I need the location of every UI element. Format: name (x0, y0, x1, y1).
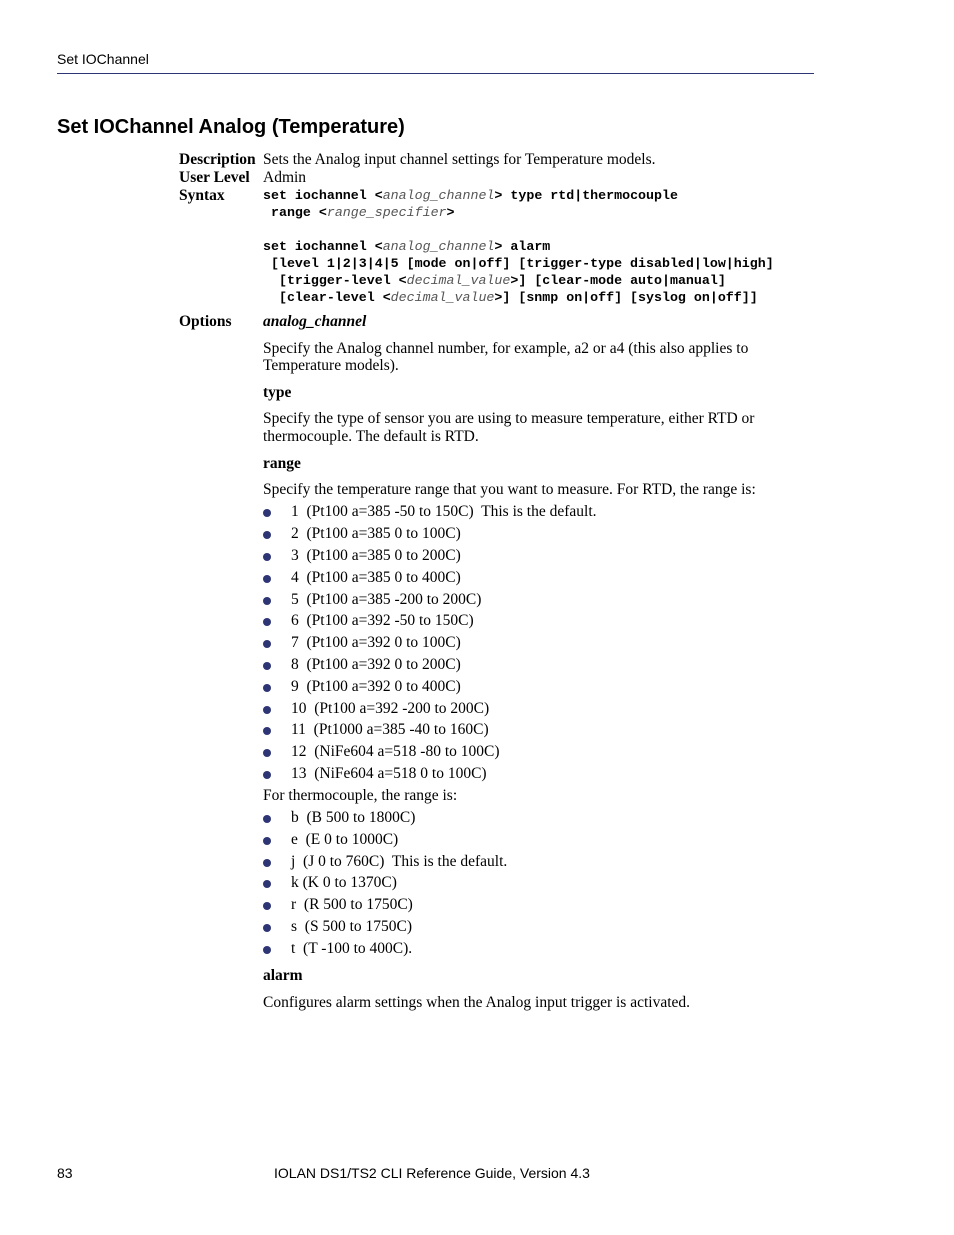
page-number: 83 (57, 1165, 73, 1181)
syntax-placeholder: decimal_value (390, 290, 495, 305)
bullet-icon (263, 946, 271, 954)
syntax-text: [trigger-level < (263, 273, 407, 288)
bullet-icon (263, 727, 271, 735)
syntax-text: [clear-level < (263, 290, 391, 305)
bullet-icon (263, 880, 271, 888)
syntax-line-1 (263, 188, 678, 203)
option-analog-channel-name: analog_channel (263, 313, 367, 330)
syntax-line-6 (263, 290, 758, 305)
syntax-text: range < (263, 205, 327, 220)
bullet-icon (263, 902, 271, 910)
description-text: Sets the Analog input channel settings for Temperature models. (263, 151, 656, 168)
syntax-placeholder: decimal_value (406, 273, 511, 288)
bullet-icon (263, 597, 271, 605)
syntax-text: >] [clear-mode auto|manual] (510, 273, 726, 288)
syntax-placeholder: analog_channel (382, 188, 495, 203)
syntax-line-2 (263, 205, 455, 220)
option-range-intro: Specify the temperature range that you want to measure. For RTD, the range is: (263, 481, 756, 498)
bullet-icon (263, 553, 271, 561)
syntax-text: set iochannel < (263, 239, 383, 254)
option-analog-channel-text: Specify the Analog channel number, for example, a2 or a4 (this also applies to (263, 340, 749, 357)
syntax-text: >] [snmp on|off] [syslog on|off]] (494, 290, 758, 305)
bullet-icon (263, 749, 271, 757)
description-label: Description (179, 151, 256, 168)
user-level-label: User Level (179, 169, 250, 186)
bullet-icon (263, 531, 271, 539)
option-type-name: type (263, 384, 292, 401)
syntax-text: > alarm (494, 239, 551, 254)
options-label: Options (179, 313, 232, 330)
syntax-placeholder: analog_channel (382, 239, 495, 254)
bullet-icon (263, 575, 271, 583)
syntax-text: set iochannel < (263, 188, 383, 203)
bullet-icon (263, 859, 271, 867)
bullet-icon (263, 618, 271, 626)
thermocouple-intro: For thermocouple, the range is: (263, 787, 458, 804)
option-range-name: range (263, 455, 301, 472)
syntax-text: > (446, 205, 455, 220)
bullet-icon (263, 837, 271, 845)
option-alarm-name: alarm (263, 967, 303, 984)
option-analog-channel-text: Temperature models). (263, 357, 399, 374)
page-title: Set IOChannel Analog (Temperature) (57, 116, 405, 138)
bullet-icon (263, 924, 271, 932)
syntax-line-5 (263, 273, 726, 288)
option-type-text: Specify the type of sensor you are using to measure temperature, either RTD or (263, 410, 755, 427)
header-rule (57, 73, 814, 74)
option-type-text: thermocouple. The default is RTD. (263, 428, 479, 445)
bullet-icon (263, 815, 271, 823)
bullet-icon (263, 640, 271, 648)
bullet-icon (263, 706, 271, 714)
syntax-line-4: [level 1|2|3|4|5 [mode on|off] [trigger-type disabled|low|high] (263, 256, 774, 271)
bullet-icon (263, 662, 271, 670)
running-header: Set IOChannel (57, 51, 149, 67)
footer-doc-title: IOLAN DS1/TS2 CLI Reference Guide, Version 4.3 (274, 1165, 590, 1181)
bullet-icon (263, 771, 271, 779)
bullet-icon (263, 509, 271, 517)
syntax-line-3 (263, 239, 550, 254)
user-level-value: Admin (263, 169, 307, 186)
bullet-icon (263, 684, 271, 692)
syntax-label: Syntax (179, 187, 225, 204)
syntax-text: > type rtd|thermocouple (494, 188, 678, 203)
syntax-placeholder: range_specifier (326, 205, 447, 220)
option-alarm-text: Configures alarm settings when the Analog input trigger is activated. (263, 994, 691, 1011)
